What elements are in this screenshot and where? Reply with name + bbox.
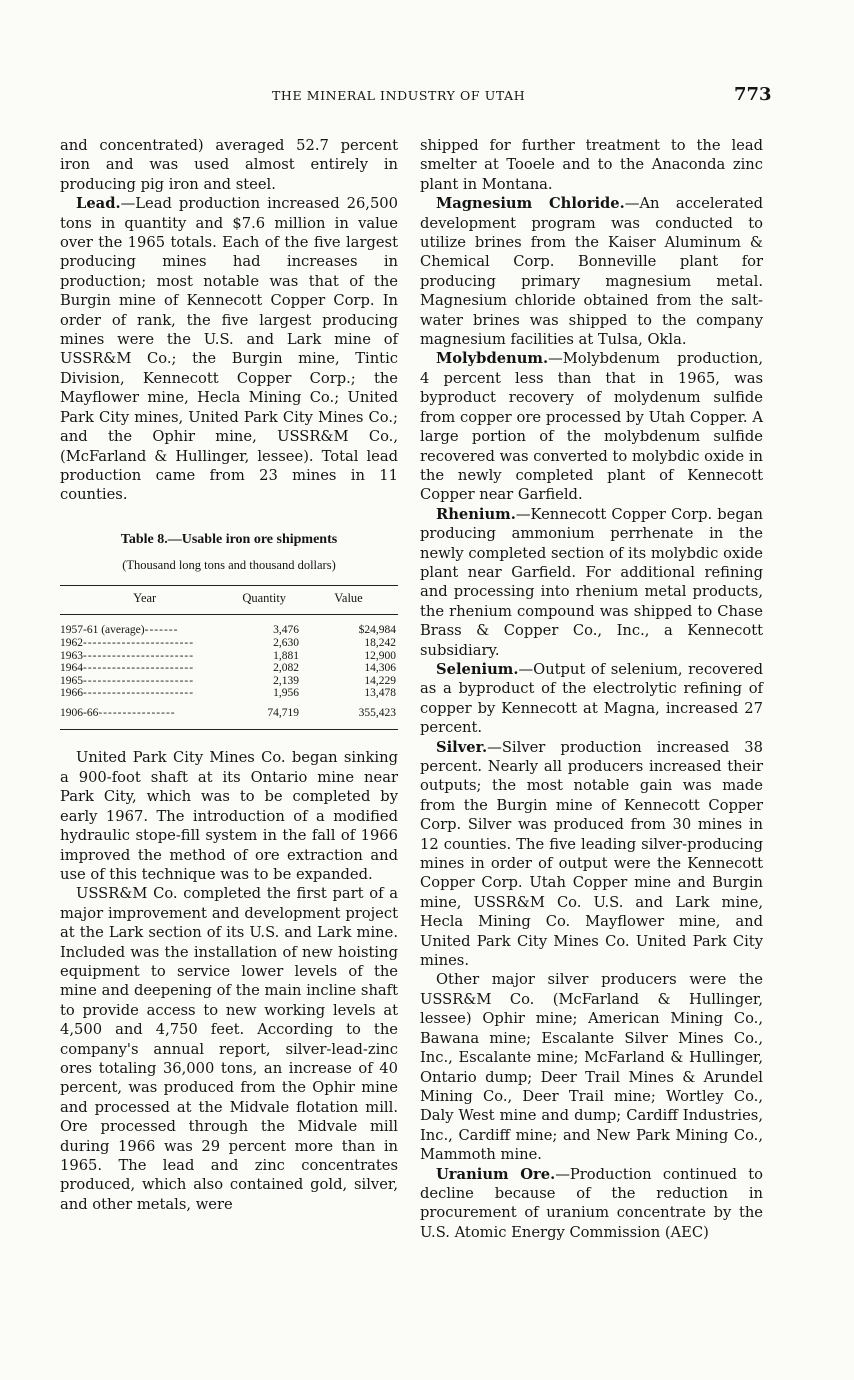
molybdenum-body: —Molybdenum production, 4 percent less than that in 1965, was byproduct recovery of molydenum sulfide from copper ore processed by Utah Copper. A large portion of the molybdenum sulfide recovered was converted to molybdic oxide in the newly completed plant of Kennecott Copper near Garfield. xyxy=(420,350,763,504)
iron-ore-table xyxy=(60,585,398,731)
paragraph-other-silver: Other major silver producers were the USSR&M Co. (McFarland & Hullinger, lessee) Ophir mine; American Mining Co., Bawana mine; Escalante Silver Mines Co., Inc., Escalante mine; McFarland & Hullinger, Ontario dump; Deer Trail Mines & Arundel Mining Co., Deer Trail mine; Wortley Co., Daly West mine and dump; Cardiff Industries, Inc., Cardiff mine; and New Park Mining Co., Mammoth mine. xyxy=(420,971,763,1164)
paragraph-uranium xyxy=(420,1165,763,1243)
dot-leader: ---------------- xyxy=(98,706,176,719)
col-header-year: Year xyxy=(60,585,229,615)
cell-value: 18,242 xyxy=(364,636,396,649)
cell-quantity: 2,139 xyxy=(273,674,299,687)
dot-leader: ----------------------- xyxy=(83,649,195,662)
silver-body: —Silver production increased 38 percent. Nearly all producers increased their outputs; the most notable gain was made from the Burgin mine of Kennecott Copper Corp. Silver was produced from 30 mines in 12 counties. The five leading silver-producing mines in order of output were the Kennecott Copper Corp. Utah Copper mine and Burgin mine, USSR&M Co. U.S. and Lark mine, Hecla Mining Co. Mayflower mine, and United Park City Mines Co. United Park City mines. xyxy=(420,738,763,970)
right-column xyxy=(420,136,763,1242)
dot-leader: ----------------------- xyxy=(83,662,195,675)
cell-quantity: 2,630 xyxy=(273,636,299,649)
year-label: 1906-66 xyxy=(60,706,99,719)
cell-quantity: 1,956 xyxy=(273,687,299,700)
lead-body: —Lead production increased 26,500 tons in quantity and $7.6 million in value over the 1965 totals. Each of the five largest producing mines had increases in production; most notable was that of the Burgin mine of Kennecott Copper Corp. In order of rank, the five largest producing mines were the U.S. and Lark mine of USSR&M Co.; the Burgin mine, Tintic Division, Kennecott Copper Corp.; the Mayflower mine, Hecla Mining Co.; United Park City mines, United Park City Mines Co.; and the Ophir mine, USSR&M Co., (McFarland & Hullinger, lessee). Total lead production came from 23 mines in 11 counties. xyxy=(60,195,398,504)
cell-value: 14,306 xyxy=(364,662,396,675)
paragraph-united-park: United Park City Mines Co. began sinking a 900-foot shaft at its Ontario mine near Park City, which was to be completed by early 1967. The introduction of a modified hydraulic stope-fill system in the fall of 1966 improved the method of ore extraction and use of this technique was to be expanded. xyxy=(60,749,398,883)
dot-leader: ------- xyxy=(144,624,179,637)
table-row xyxy=(60,687,398,700)
cell-value: $24,984 xyxy=(358,624,396,637)
uranium-heading: Uranium Ore. xyxy=(436,1165,556,1183)
lead-heading: Lead. xyxy=(76,195,121,213)
cell-year xyxy=(60,675,229,688)
col-header-value: Value xyxy=(299,585,398,615)
table-total-row xyxy=(60,700,398,730)
rhenium-heading: Rhenium. xyxy=(436,505,516,523)
cell-quantity: 2,082 xyxy=(273,662,299,675)
table-row xyxy=(60,637,398,650)
selenium-heading: Selenium. xyxy=(436,660,519,678)
paragraph-rhenium xyxy=(420,505,763,660)
dot-leader: ----------------------- xyxy=(83,674,195,687)
dot-leader: ----------------------- xyxy=(83,636,195,649)
table-row xyxy=(60,615,398,637)
cell-year xyxy=(60,662,229,675)
cell-quantity: 1,881 xyxy=(273,649,299,662)
running-title: THE MINERAL INDUSTRY OF UTAH xyxy=(272,88,526,103)
magnesium-heading: Magnesium Chloride. xyxy=(436,195,625,213)
cell-year xyxy=(60,637,229,650)
table-header-row xyxy=(60,585,398,615)
page-header xyxy=(0,86,854,108)
cell-year xyxy=(60,650,229,663)
paragraph-selenium xyxy=(420,660,763,738)
magnesium-body: —An accelerated development program was conducted to utilize brines from the Kaiser Aluminum & Chemical Corp. Bonneville plant for producing primary magnesium metal. Magnesium chloride obtained from the salt-water brines was shipped to the company magnesium facilities at Tulsa, Okla. xyxy=(420,195,763,349)
page-number: 773 xyxy=(734,84,772,105)
year-label: 1965 xyxy=(60,674,83,687)
cell-quantity: 3,476 xyxy=(273,624,299,637)
cell-year xyxy=(60,687,229,700)
paragraph-iron-continued: and concentrated) averaged 52.7 percent iron and was used almost entirely in producing pig iron and steel. xyxy=(60,137,398,193)
year-label: 1962 xyxy=(60,636,83,649)
molybdenum-heading: Molybdenum. xyxy=(436,350,549,368)
paragraph-ussrm: USSR&M Co. completed the first part of a major improvement and development project at the Lark section of its U.S. and Lark mine. Included was the installation of new hoisting equipment to service lower levels of the mine and deepening of the main incline shaft to provide access to new working levels at 4,500 and 4,750 feet. According to the company's annual report, silver-lead-zinc ores totaling 36,000 tons, an increase of 40 percent, was produced from the Ophir mine and processed at the Midvale flotation mill. Ore processed through the Midvale mill during 1966 was 29 percent more than in 1965. The lead and zinc concentrates produced, which also contained gold, silver, and other metals, were xyxy=(60,885,398,1213)
paragraph-silver xyxy=(420,738,763,971)
rhenium-body: —Kennecott Copper Corp. began producing ammonium perrhenate in the newly completed section of its molybdic oxide plant near Garfield. For additional refining and processing into rhenium metal products, the rhenium compound was shipped to Chase Brass & Copper Co., Inc., a Kennecott subsidiary. xyxy=(420,505,763,659)
cell-quantity: 74,719 xyxy=(229,700,299,730)
paragraph-shipped-continued: shipped for further treatment to the lead smelter at Tooele and to the Anaconda zinc plant in Montana. xyxy=(420,137,763,193)
year-label: 1963 xyxy=(60,649,83,662)
paragraph-molybdenum xyxy=(420,349,763,504)
table-subtitle: (Thousand long tons and thousand dollars) xyxy=(122,557,336,572)
cell-value: 13,478 xyxy=(364,687,396,700)
selenium-body: —Output of selenium, recovered as a byproduct of the electrolytic refining of copper by Kennecott at Magna, increased 27 percent. xyxy=(420,660,763,737)
table-row xyxy=(60,662,398,675)
cell-value: 355,423 xyxy=(299,700,398,730)
cell-value: 14,229 xyxy=(364,674,396,687)
table-row xyxy=(60,650,398,663)
uranium-body: —Production continued to decline because of the reduction in procurement of uranium concentrate by the U.S. Atomic Energy Commission (AEC) xyxy=(420,1165,763,1241)
left-column xyxy=(60,136,398,1214)
year-label: 1966 xyxy=(60,687,83,700)
silver-heading: Silver. xyxy=(436,738,488,756)
dot-leader: ----------------------- xyxy=(83,687,195,700)
paragraph-magnesium xyxy=(420,194,763,349)
year-label: 1964 xyxy=(60,662,83,675)
cell-year xyxy=(60,700,229,730)
cell-year xyxy=(60,615,229,637)
col-header-quantity: Quantity xyxy=(229,585,299,615)
table-row xyxy=(60,675,398,688)
table-title: Table 8.—Usable iron ore shipments xyxy=(120,531,338,547)
paragraph-lead xyxy=(60,194,398,505)
iron-ore-table-block xyxy=(60,531,398,731)
year-label: 1957-61 (average) xyxy=(60,624,145,637)
cell-value: 12,900 xyxy=(364,649,396,662)
